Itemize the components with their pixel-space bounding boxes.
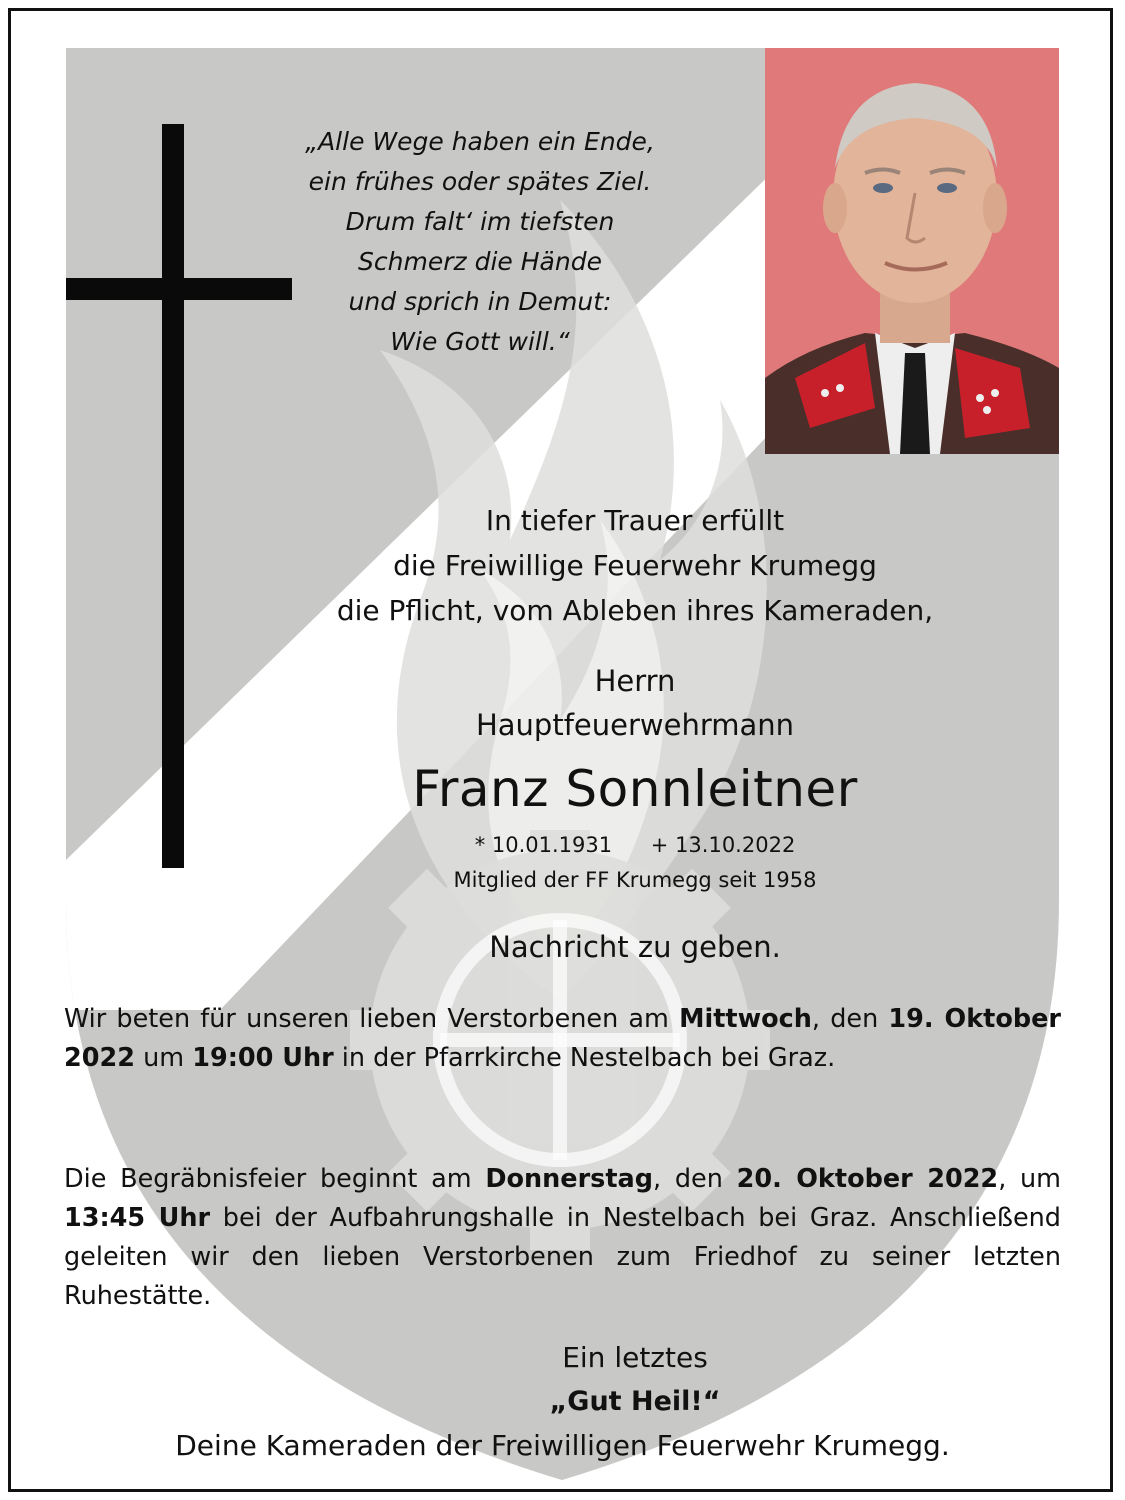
prayer-day: Mittwoch bbox=[679, 1004, 812, 1034]
deceased-name: Franz Sonnleitner bbox=[412, 760, 858, 818]
quote-line: und sprich in Demut: bbox=[348, 287, 612, 316]
quote-line: „Alle Wege haben ein Ende, bbox=[305, 127, 655, 156]
closing-greeting: „Gut Heil!“ bbox=[549, 1386, 721, 1417]
prayer-date: 19. Oktober 2022 bbox=[64, 1004, 1061, 1073]
intro-line: die Freiwillige Feuerwehr Krumegg bbox=[393, 549, 877, 582]
portrait-photo bbox=[765, 48, 1059, 454]
intro-line: die Pflicht, vom Ableben ihres Kameraden, bbox=[336, 594, 934, 627]
quote-line: Drum falt‘ im tiefsten bbox=[345, 207, 615, 236]
funeral-text: Die Begräbnisfeier beginnt am bbox=[64, 1164, 486, 1194]
funeral-time: 13:45 Uhr bbox=[64, 1203, 211, 1233]
birth-date: * 10.01.1931 bbox=[474, 833, 613, 857]
funeral-date: 20. Oktober 2022 bbox=[736, 1164, 999, 1194]
funeral-text: , um bbox=[998, 1164, 1062, 1194]
prayer-text: , den bbox=[811, 1004, 889, 1034]
prayer-paragraph bbox=[64, 1000, 1061, 1078]
closing-line: Ein letztes bbox=[562, 1341, 708, 1374]
notice-text: Nachricht zu geben. bbox=[489, 930, 781, 964]
funeral-day: Donnerstag bbox=[485, 1164, 654, 1194]
rank: Hauptfeuerwehrmann bbox=[475, 708, 795, 742]
funeral-text: bei der Aufbahrungshalle in Nestelbach bei Graz. Anschließend geleiten wir den lieben Verstorbenen zum Friedhof zu seiner letzten Ruhestätte. bbox=[64, 1203, 1061, 1311]
prayer-text: um bbox=[134, 1043, 193, 1073]
salutation: Herrn bbox=[594, 664, 676, 698]
quote bbox=[270, 122, 690, 362]
funeral-text: , den bbox=[653, 1164, 737, 1194]
life-dates bbox=[200, 830, 1070, 860]
intro-text bbox=[200, 498, 1070, 633]
quote-line: Schmerz die Hände bbox=[358, 247, 602, 276]
funeral-paragraph bbox=[64, 1160, 1061, 1316]
prayer-time: 19:00 Uhr bbox=[192, 1043, 334, 1073]
death-date: + 13.10.2022 bbox=[650, 833, 796, 857]
quote-line: Wie Gott will.“ bbox=[390, 327, 570, 356]
membership: Mitglied der FF Krumegg seit 1958 bbox=[453, 868, 817, 892]
prayer-text: in der Pfarrkirche Nestelbach bei Graz. bbox=[333, 1043, 836, 1073]
intro-line: In tiefer Trauer erfüllt bbox=[485, 504, 785, 537]
prayer-text: Wir beten für unseren lieben Verstorbenen am bbox=[64, 1004, 680, 1034]
quote-line: ein frühes oder spätes Ziel. bbox=[308, 167, 652, 196]
closing-signature: Deine Kameraden der Freiwilligen Feuerwehr Krumegg. bbox=[175, 1429, 950, 1462]
